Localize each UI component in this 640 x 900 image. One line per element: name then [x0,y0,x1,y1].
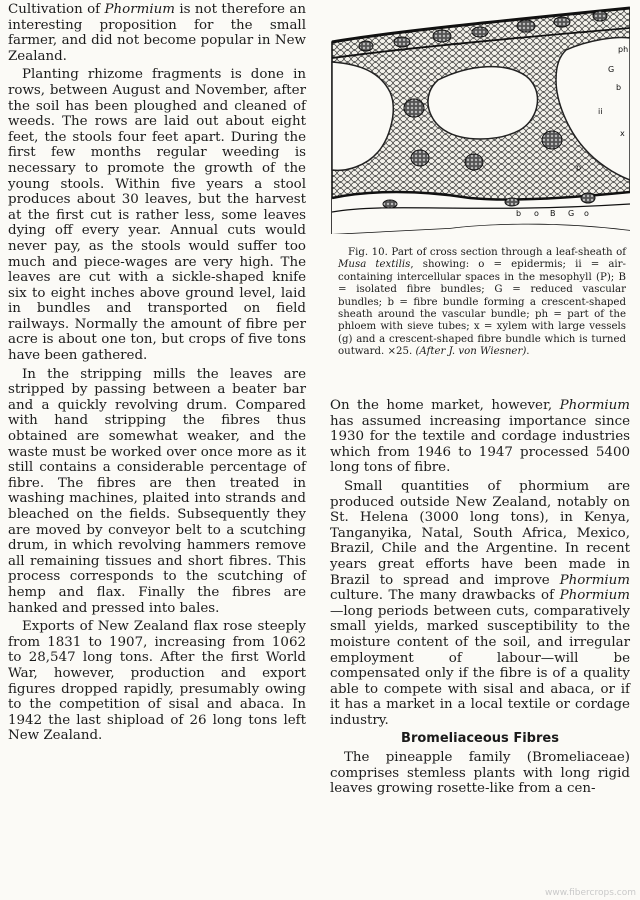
italic-text: Phormium [104,2,175,17]
figure-label: ii [598,107,603,116]
text-run: culture. The many drawbacks of [330,588,560,604]
leaf-sheath-cross-section-figure [330,2,630,234]
watermark: www.fibercrops.com [545,888,636,898]
paragraph [330,479,630,729]
italic-text: Phormium [559,572,630,588]
italic-text: Phormium [559,588,630,604]
italic-text: (After J. von Wiesner) [415,346,527,358]
italic-text: Phormium [559,398,630,413]
figure-label: o [584,209,589,218]
paragraph [8,619,306,744]
italic-text: Musa textilis [338,259,411,271]
figure-label: b [516,209,522,218]
figure-label: p [576,163,582,172]
paragraph [8,2,306,64]
figure-label: ph [618,45,629,54]
text-run: —long periods between cuts, comparatively small yields, marked susceptibility to the moisture content of the soil, and irregular employment of labour—will be compensated only if the fibre is of a quality able to compete with sisal and abaca, or if it has a market in a local textile or cordage industry. [330,603,630,728]
text-run: Planting rhizome fragments is done in rows, between August and November, after the soil has been ploughed and cleaned of weeds. The rows are laid out about eight feet, the stools four feet apart. During the first few months regular weeding is necessary to promote the growth of the young stools. Within five years a stool produces about 30 leaves, but the harvest at the first cut is rather less, some leaves dying off every year. Annual cuts would never pay, as the stools would suffer too much and piece-wages are very high. The leaves are cut with a sickle-shaped knife six to eight inches above ground level, laid in bundles and transported on field railways. Normally the amount of fibre per acre is about one ton, but crops of five tons have been gathered. [8,67,306,364]
figure-label: G [608,65,615,74]
paragraph [330,398,630,476]
figure-label: b [616,83,622,92]
text-run: The pineapple family (Bromeliaceae) comprises stemless plants with long rigid leaves growing rosette-like from a cen- [330,750,630,797]
text-run: Small quantities of phormium are produced outside New Zealand, notably on St. Helena (3000 long tons), in Kenya, Tanganyika, Natal, South Africa, Mexico, Brazil, Chile and the Argentine. In recent years great efforts have been made in Brazil to spread and improve [330,478,630,588]
text-run: Exports of New Zealand flax rose steeply from 1831 to 1907, increasing from 1062 to 28,547 long tons. After the first World War, however, production and export figures dropped rapidly, presumably owing to the competition of sisal and abaca. In 1942 the last shipload of 26 long tons left New Zealand. [8,619,306,744]
figure-caption [338,247,626,359]
left-column [8,2,306,747]
text-run: In the stripping mills the leaves are stripped by passing between a beater bar and a quickly revolving drum. Compared with hand stripping the fibres thus obtained are somewhat weaker, and the waste must be worked over once more as it still contains a considerable percentage of fibre. The fibres are then treated in washing machines, plaited into strands and bleached on the fields. Subsequently they are moved by conveyor belt to a scutching drum, in which revolving hammers remove all remaining tissues and short fibres. This process corresponds to the scutching of hemp and flax. Finally the fibres are hanked and pressed into bales. [8,366,306,616]
figure-label: x [620,129,625,138]
paragraph [330,750,630,797]
text-run: , showing: o = epidermis; ii = air-containing intercellular spaces in the mesophyll (P); B = isolated fibre bundles; G = reduced vascular bundles; b = fibre bundle forming a crescent-shaped sheath around the vascular bundle; ph = part of the phloem with sieve tubes; x = xylem with large vessels (g) and a crescent-shaped fibre bundle which is turned outward. ×25. [338,259,626,358]
text-run: Cultivation of [8,2,105,17]
figure-label: o [534,209,539,218]
cross-section-drawing [330,2,630,234]
text-run: On the home market, however, [330,398,560,413]
text-run: is not therefore an interesting proposition for the small farmer, and did not become popular in New Zealand. [8,2,306,64]
right-column [330,398,630,800]
section-heading: Bromeliaceous Fibres [401,731,559,747]
text-run: has assumed increasing importance since 1930 for the textile and cordage industries which from 1946 to 1947 processed 5400 long tons of fibre. [330,413,630,476]
figure-label: B [550,209,556,218]
paragraph [8,367,306,617]
text-run: Fig. 10. Part of cross section through a leaf-sheath of [348,247,626,258]
paragraph [8,67,306,363]
text-run: . [526,346,530,358]
figure-label: G [568,209,575,218]
